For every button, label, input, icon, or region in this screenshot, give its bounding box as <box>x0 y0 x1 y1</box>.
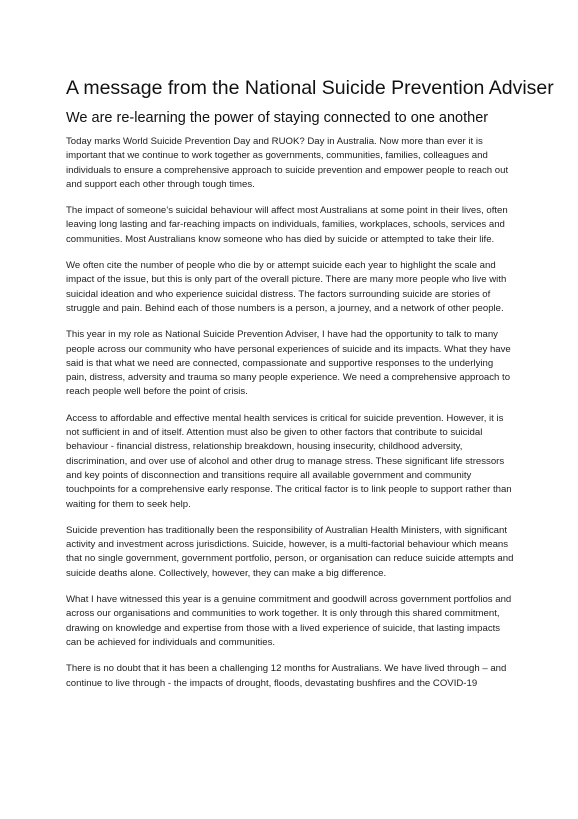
body-paragraph-2: The impact of someone’s suicidal behaviour will affect most Australians at some point in their lives, often leaving long lasting and far-reaching impacts on individuals, families, workplaces, schools, services and communities. Most Australians know someone who has died by suicide or attempted to take their life. <box>66 205 508 245</box>
body-paragraph-1: Today marks World Suicide Prevention Day and RUOK? Day in Australia. Now more than ever it is important that we continue to work together as governments, communities, families, colleagues and individuals to ensure a comprehensive approach to suicide prevention and empower people to reach out and support each other through tough times. <box>66 136 509 190</box>
document-page <box>66 76 554 703</box>
body-paragraph-7: What I have witnessed this year is a genuine commitment and goodwill across government portfolios and across our organisations and communities to work together. It is only through this shared commitment, drawing on knowledge and expertise from those with a lived experience of suicide, that lasting impacts can be achieved for individuals and communities. <box>66 594 512 648</box>
page-subtitle: We are re-learning the power of staying connected to one another <box>66 110 489 126</box>
body-paragraph-3: We often cite the number of people who die by or attempt suicide each year to highlight the scale and impact of the issue, but this is only part of the overall picture. There are many more people who live with suicidal ideation and who experience suicidal distress. The factors surrounding suicide are stories of struggle and pain. Behind each of those numbers is a person, a journey, and a network of other people. <box>66 260 507 314</box>
body-paragraph-8: There is no doubt that it has been a challenging 12 months for Australians. We have lived through – and continue to live through - the impacts of drought, floods, devastating bushfires and the COVID-19 <box>66 663 507 689</box>
body-paragraph-4: This year in my role as National Suicide Prevention Adviser, I have had the opportunity to talk to many people across our community who have personal experiences of suicide and its impacts. What they have said is that what we need are connected, compassionate and supportive responses to the underlying pain, distress, adversity and trauma so many people experience. We need a comprehensive approach to reach people well before the point of crisis. <box>66 329 511 398</box>
page-title: A message from the National Suicide Prevention Adviser <box>66 77 554 99</box>
body-paragraph-5: Access to affordable and effective mental health services is critical for suicide prevention. However, it is not sufficient in and of itself. Attention must also be given to other factors that contribute to suicidal behaviour - financial distress, relationship breakdown, housing insecurity, childhood adversity, discrimination, and over use of alcohol and other drug to manage stress. These significant life stressors and key points of disconnection and transitions require all available government and community touchpoints for a comprehensive early response. The critical factor is to link people to support rather than waiting for them to seek help. <box>66 412 512 510</box>
body-paragraph-6: Suicide prevention has traditionally been the responsibility of Australian Health Ministers, with significant activity and investment across jurisdictions. Suicide, however, is a multi-factorial behaviour which means that no single government, government portfolio, person, or organisation can reduce suicide attempts and suicide deaths alone. Collectively, however, they can make a big difference. <box>66 524 514 579</box>
